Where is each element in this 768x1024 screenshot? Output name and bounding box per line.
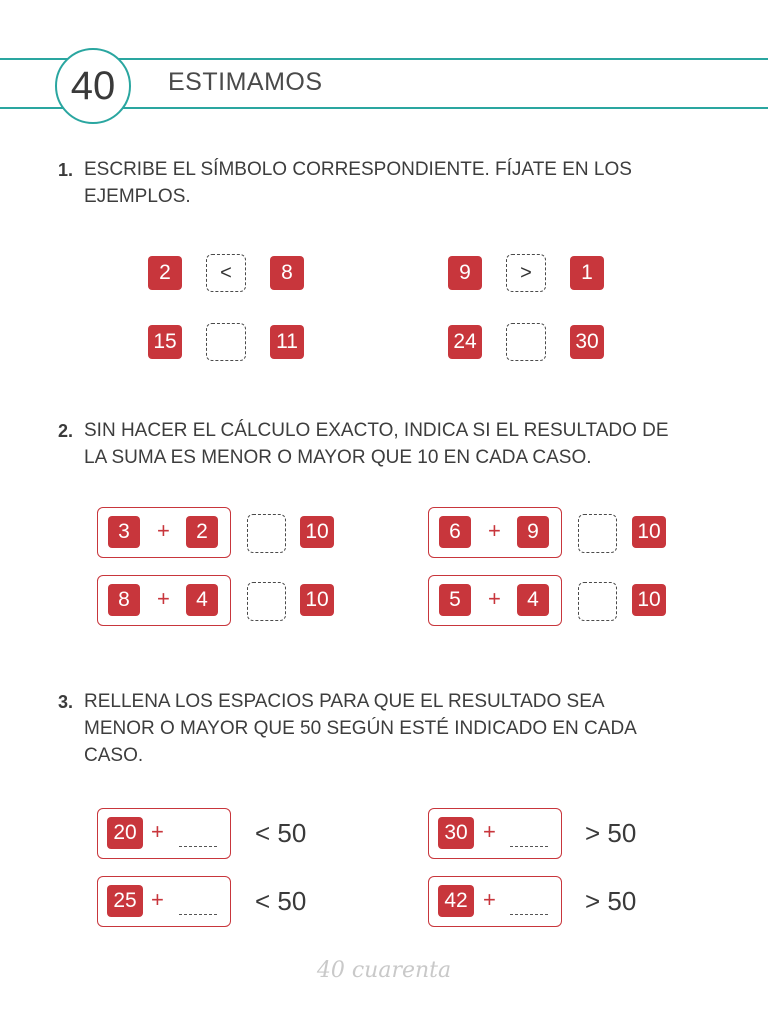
page-footer-label: 40 cuarenta xyxy=(316,958,452,983)
exercise-2-instructions: SIN HACER EL CÁLCULO EXACTO, INDICA SI EL RESULTADO DE LA SUMA ES MENOR O MAYOR QUE 10 EN CADA CASO. xyxy=(84,420,669,468)
ex2-item4-answer-box[interactable] xyxy=(578,582,617,621)
ex3-item1-plus: + xyxy=(151,819,164,844)
page-number-badge xyxy=(55,48,131,124)
exercise-3-number: 3. xyxy=(58,692,74,712)
exercise-3-instructions: RELLENA LOS ESPACIOS PARA QUE EL RESULTADO SEA MENOR O MAYOR QUE 50 SEGÚN ESTÉ INDICADO EN CADA CASO. xyxy=(84,691,637,766)
ex1-item2-symbol[interactable]: > xyxy=(506,254,546,292)
ex1-item3-a: 15 xyxy=(148,325,182,359)
ex2-item3-plus: + xyxy=(157,586,170,611)
ex2-item1-plus: + xyxy=(157,518,170,543)
ex3-item1-condition: < 50 xyxy=(255,818,307,848)
page-title: ESTIMAMOS xyxy=(168,68,323,96)
ex2-item1-a: 3 xyxy=(108,516,140,548)
ex2-item4-plus: + xyxy=(488,586,501,611)
ex3-item2-blank[interactable] xyxy=(510,846,548,847)
exercise-1-number: 1. xyxy=(58,160,74,180)
ex2-item3-answer-box[interactable] xyxy=(247,582,286,621)
ex3-item2-condition: > 50 xyxy=(585,818,637,848)
ex2-item3-a: 8 xyxy=(108,584,140,616)
ex2-item3-compare: 10 xyxy=(300,584,334,616)
ex1-item2-b: 1 xyxy=(570,256,604,290)
ex3-item3-blank[interactable] xyxy=(179,914,217,915)
ex1-item4-a: 24 xyxy=(448,325,482,359)
ex2-item2-b: 9 xyxy=(517,516,549,548)
ex3-item2-a: 30 xyxy=(438,817,474,849)
ex2-item1-answer-box[interactable] xyxy=(247,514,286,553)
ex3-item1-blank[interactable] xyxy=(179,846,217,847)
ex2-item4-b: 4 xyxy=(517,584,549,616)
ex3-item4-plus: + xyxy=(483,887,496,912)
ex3-item4-condition: > 50 xyxy=(585,886,637,916)
ex1-item4-b: 30 xyxy=(570,325,604,359)
ex2-item4-a: 5 xyxy=(439,584,471,616)
ex2-item2-answer-box[interactable] xyxy=(578,514,617,553)
ex2-item1-b: 2 xyxy=(186,516,218,548)
ex2-item3-b: 4 xyxy=(186,584,218,616)
ex2-item4-compare: 10 xyxy=(632,584,666,616)
ex2-item2-plus: + xyxy=(488,518,501,543)
exercise-2-number: 2. xyxy=(58,421,74,441)
ex1-item1-symbol[interactable]: < xyxy=(206,254,246,292)
ex1-item1-b: 8 xyxy=(270,256,304,290)
ex1-item3-b: 11 xyxy=(270,325,304,359)
ex1-item2-a: 9 xyxy=(448,256,482,290)
ex3-item4-blank[interactable] xyxy=(510,914,548,915)
ex3-item3-plus: + xyxy=(151,887,164,912)
ex3-item4-a: 42 xyxy=(438,885,474,917)
exercise-1-instructions: ESCRIBE EL SÍMBOLO CORRESPONDIENTE. FÍJATE EN LOS EJEMPLOS. xyxy=(84,159,632,207)
ex2-item2-a: 6 xyxy=(439,516,471,548)
ex1-item3-symbol[interactable] xyxy=(206,323,246,361)
ex3-item2-plus: + xyxy=(483,819,496,844)
ex2-item2-compare: 10 xyxy=(632,516,666,548)
ex1-item1-a: 2 xyxy=(148,256,182,290)
ex3-item3-condition: < 50 xyxy=(255,886,307,916)
ex3-item1-a: 20 xyxy=(107,817,143,849)
page-number: 40 xyxy=(70,63,116,108)
ex3-item3-a: 25 xyxy=(107,885,143,917)
ex2-item1-compare: 10 xyxy=(300,516,334,548)
ex1-item4-symbol[interactable] xyxy=(506,323,546,361)
